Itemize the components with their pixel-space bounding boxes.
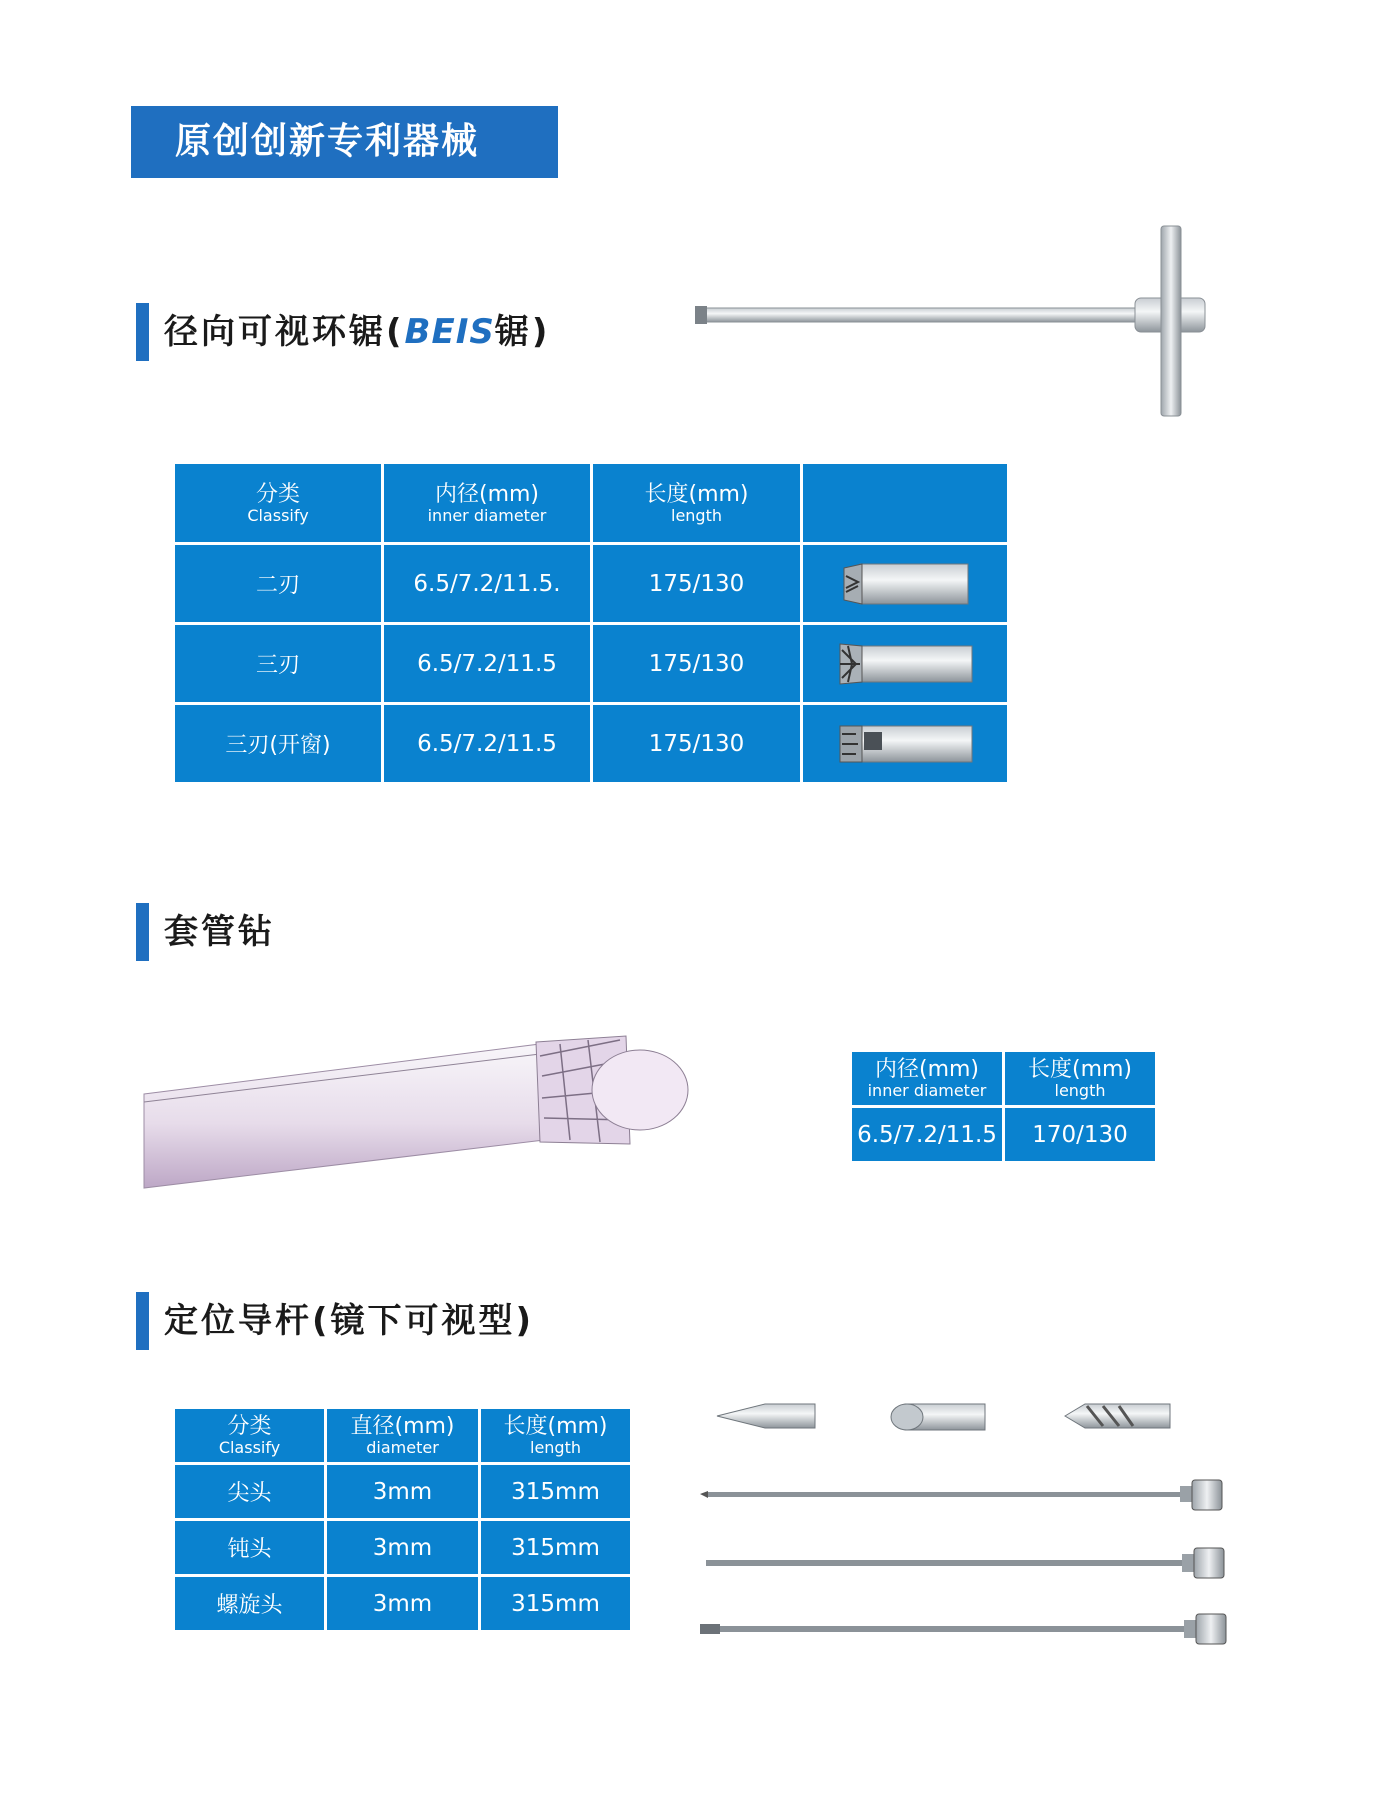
- ring-saw-spec-table: [175, 464, 1007, 782]
- guide-rod-spec-table: [175, 1409, 630, 1630]
- header-cell-diameter: 内径(mm) inner diameter: [384, 464, 590, 542]
- table-row-length: 175/130: [593, 625, 800, 702]
- table-row-length: 315mm: [481, 1465, 630, 1518]
- banner-title: 原创创新专利器械: [175, 121, 480, 162]
- guide-rod-tips-image: [715, 1396, 1175, 1436]
- page-banner: [131, 106, 558, 178]
- cannula-drill-spec-table: [852, 1052, 1155, 1161]
- section3-title: 定位导杆(镜下可视型): [164, 1301, 535, 1341]
- header-cell-length: 长度(mm) length: [1005, 1052, 1155, 1105]
- section2-title: 套管钻: [164, 912, 275, 952]
- table-row-length: 170/130: [1005, 1108, 1155, 1161]
- table-row-image: [803, 625, 1007, 702]
- section-bar: [136, 303, 149, 361]
- table-row-classify: 尖头: [175, 1465, 324, 1518]
- header-cell-diameter: 内径(mm) inner diameter: [852, 1052, 1002, 1105]
- cannula-drill-image: [140, 1020, 700, 1200]
- spiral-guide-rod-icon: [700, 1614, 1226, 1644]
- table-row-classify: 三刃: [175, 625, 381, 702]
- table-row-diameter: 6.5/7.2/11.5: [384, 705, 590, 782]
- spiral-tip-icon: [1065, 1404, 1170, 1428]
- table-row-classify: 二刃: [175, 545, 381, 622]
- blunt-guide-rod-icon: [706, 1548, 1224, 1578]
- sharp-guide-rod-icon: [700, 1480, 1222, 1510]
- section-bar: [136, 1292, 149, 1350]
- table-row-image: [803, 705, 1007, 782]
- table-row-diameter: 3mm: [327, 1521, 478, 1574]
- table-row-classify: 螺旋头: [175, 1577, 324, 1630]
- section1-title-brand: BEIS: [404, 312, 495, 352]
- table-row-classify: 三刃(开窗): [175, 705, 381, 782]
- guide-rods-image: [700, 1468, 1230, 1648]
- table-row-length: 315mm: [481, 1577, 630, 1630]
- table-row-length: 175/130: [593, 545, 800, 622]
- table-row-diameter: 6.5/7.2/11.5: [384, 625, 590, 702]
- table-row-diameter: 6.5/7.2/11.5: [852, 1108, 1002, 1161]
- table-row-classify: 钝头: [175, 1521, 324, 1574]
- windowed-saw-tip-icon: [836, 718, 974, 770]
- header-cell-image: [803, 464, 1007, 542]
- header-cell-length: 长度(mm) length: [481, 1409, 630, 1462]
- section1-title-pre: 径向可视环锯(: [164, 312, 405, 352]
- header-cell-classify: 分类 Classify: [175, 464, 381, 542]
- table-row-length: 315mm: [481, 1521, 630, 1574]
- two-blade-saw-tip-icon: [840, 558, 970, 610]
- header-cell-diameter: 直径(mm) diameter: [327, 1409, 478, 1462]
- sharp-tip-icon: [717, 1404, 815, 1428]
- section1-title-post: 锯): [494, 312, 551, 352]
- header-cell-classify: 分类 Classify: [175, 1409, 324, 1462]
- section-bar: [136, 903, 149, 961]
- three-blade-saw-tip-icon: [836, 638, 974, 690]
- table-row-image: [803, 545, 1007, 622]
- blunt-tip-icon: [891, 1404, 985, 1430]
- header-cell-length: 长度(mm) length: [593, 464, 800, 542]
- table-row-length: 175/130: [593, 705, 800, 782]
- table-row-diameter: 3mm: [327, 1577, 478, 1630]
- table-row-diameter: 3mm: [327, 1465, 478, 1518]
- ring-saw-image: [695, 222, 1215, 422]
- table-row-diameter: 6.5/7.2/11.5.: [384, 545, 590, 622]
